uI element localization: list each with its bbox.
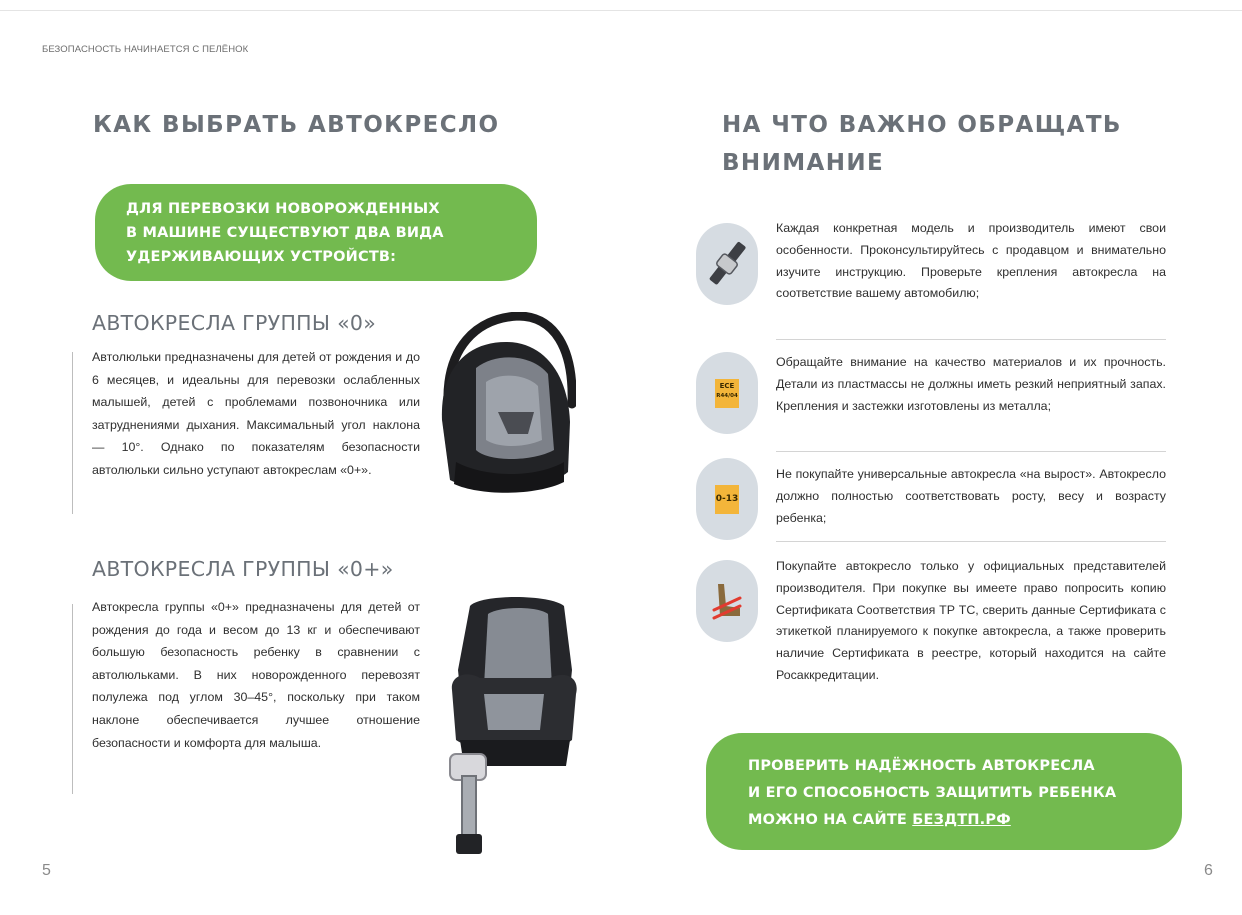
running-header: БЕЗОПАСНОСТЬ НАЧИНАЕТСЯ С ПЕЛЁНОК [42,44,249,55]
cta-line-3 [748,807,1158,834]
cta-line-1: ПРОВЕРИТЬ НАДЁЖНОСТЬ АВТОКРЕСЛА [748,758,1095,774]
cta-line-2: И ЕГО СПОСОБНОСТЬ ЗАЩИТИТЬ РЕБЕНКА [748,785,1117,801]
convertible-car-seat-image [440,590,580,860]
infant-carrier-image [436,312,576,496]
tip-divider [776,451,1166,452]
tip-divider [776,339,1166,340]
tip-text: Не покупайте универсальные автокресла «на вырост». Автокресло должно полностью соответствовать росту, весу и возрасту ребенка; [776,467,1166,525]
tip-text: Каждая конкретная модель и производитель имеют свои особенности. Проконсультируйтесь с продавцом и внимательно изучите инструкцию. Проверьте крепления автокресла на соответствие вашему автомобилю; [776,221,1166,301]
age-group-badge: 0-13 [715,485,739,514]
quote-bar [72,604,73,794]
seatbelt-buckle-icon [696,223,758,305]
ece-label-icon [696,352,758,434]
intro-callout-line-2: В МАШИНЕ СУЩЕСТВУЮТ ДВА ВИДА [126,225,444,241]
age-group-label-icon [696,458,758,540]
tip-text: Обращайте внимание на качество материалов и их прочность. Детали из пластмассы не должны иметь резкий неприятный запах. Крепления и застежки изготовлены из металла; [776,355,1166,413]
cta-line-3-prefix: МОЖНО НА САЙТЕ [748,812,913,828]
ece-label-line-1: ECE [719,382,735,390]
cta-callout [706,733,1182,850]
tip-divider [776,541,1166,542]
tip-text: Покупайте автокресло только у официальных представителей производителя. При покупке вы имеете право попросить копию Сертификата Соответствия ТР ТС, сверить данные Сертификата с этикеткой планируемого к покупке автокресла, а также проверить наличие Сертификата в реестре, который находится на сайте Росаккредитации. [776,559,1166,682]
page-number-right: 6 [1204,862,1213,879]
group-0plus-heading: АВТОКРЕСЛА ГРУППЫ «0+» [92,557,394,581]
quote-bar [72,352,73,514]
intro-callout-line-1: ДЛЯ ПЕРЕВОЗКИ НОВОРОЖДЕННЫХ [126,201,440,217]
group-0plus-text: Автокресла группы «0+» предназначены для детей от рождения до года и весом до 13 кг и обеспечивают большую безопасность ребенку в сравнении с автолюльками. В них новорожденного перевозят полулежа под углом 30–45°, поскольку при таком наклоне обеспечивается лучшее отношение безопасности и комфорта для малыша. [92,600,420,750]
website-link[interactable]: БЕЗДТП.РФ [912,812,1011,828]
intro-callout [95,184,537,281]
ece-label-line-2: R44/04 [716,393,738,399]
group-0-heading: АВТОКРЕСЛА ГРУППЫ «0» [92,311,377,335]
right-page-title: НА ЧТО ВАЖНО ОБРАЩАТЬ ВНИМАНИЕ [722,112,1122,176]
left-page-title: КАК ВЫБРАТЬ АВТОКРЕСЛО [93,112,500,138]
crossed-out-seat-icon [696,560,758,642]
intro-callout-line-3: УДЕРЖИВАЮЩИХ УСТРОЙСТВ: [126,249,397,265]
top-rule [0,10,1242,11]
group-0-text: Автолюльки предназначены для детей от рождения и до 6 месяцев, и идеальны для перевозки ослабленных малышей, детей с проблемами позвоночника или затруднениями дыхания. Максимальный угол наклона — 10°. Однако по показателям безопасности автолюльки сильно уступают автокреслам «0+». [92,350,420,477]
page-number-left: 5 [42,862,51,879]
